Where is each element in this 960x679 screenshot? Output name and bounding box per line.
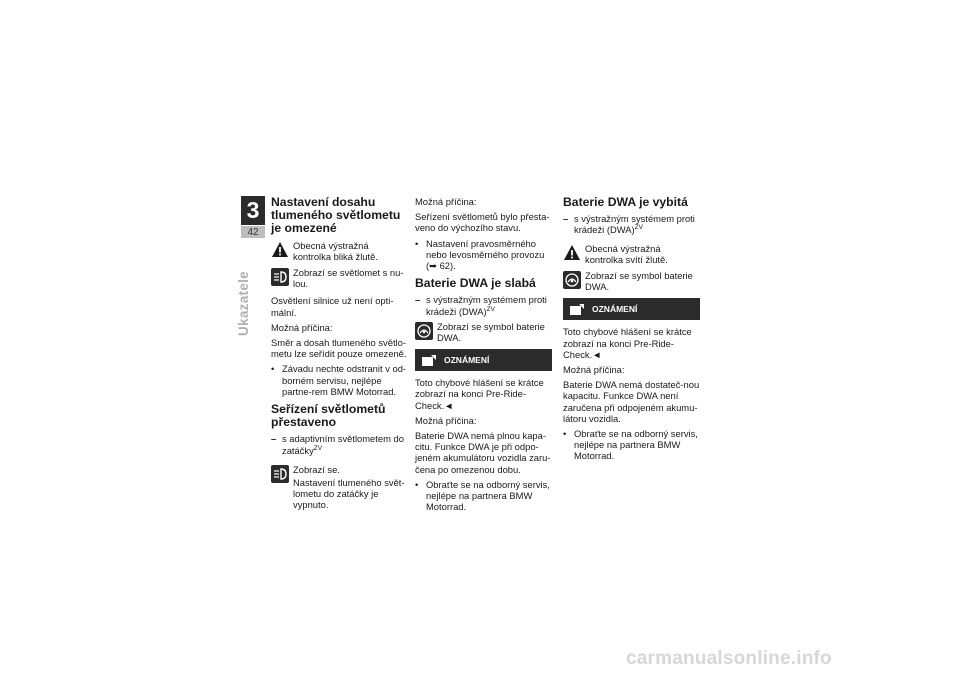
headlight-icon	[271, 465, 289, 483]
chapter-title-vertical: Ukazatele	[236, 271, 251, 336]
paragraph: Baterie DWA nemá plnou kapa-citu. Funkce DWA je při odpo-jeném akumulátoru vozidla zaru-čena po omezenou dobu.	[415, 430, 551, 475]
bullet-item: • Nastavení pravosměrného nebo levosměrného provozu (➥ 62).	[415, 238, 552, 272]
alarm-dwa-icon	[563, 271, 581, 289]
icon-row-headlight	[271, 267, 408, 289]
dash-text: s výstražným systémem proti krádeži (DWA)	[574, 213, 695, 236]
paragraph: Směr a dosah tlumeného světlo-metu lze seřídit pouze omezeně.	[271, 337, 407, 360]
icon-text: Obecná výstražná kontrolka bliká žlutě.	[293, 239, 378, 262]
optional-equipment-mark: ZV	[313, 444, 323, 452]
notice-label: OZNÁMENÍ	[592, 303, 638, 314]
column-3	[563, 196, 700, 466]
icon-text: Zobrazí se symbol baterie DWA.	[585, 270, 693, 293]
warning-triangle-icon	[563, 244, 581, 262]
notice-banner	[563, 298, 700, 320]
paragraph: Baterie DWA nemá dostateč-nou kapacitu. Funkce DWA není zaručena při odpojeném akumu-látoru vozidla.	[563, 379, 700, 424]
section-heading-dwa-empty: Baterie DWA je vybitá	[563, 195, 688, 209]
bullet-item: • Závadu nechte odstranit v od-borném servisu, nejlépe partne-rem BMW Motorrad.	[271, 363, 408, 397]
icon-text: Obecná výstražná kontrolka svítí žlutě.	[585, 242, 668, 265]
notice-banner	[415, 349, 552, 371]
cause-label: Možná příčina:	[271, 321, 333, 333]
section-heading-dwa-weak: Baterie DWA je slabá	[415, 276, 536, 291]
icon-text: Zobrazí se symbol baterie DWA.	[437, 320, 545, 344]
icon-row-alarm	[563, 270, 700, 292]
icon-text: Zobrazí se.	[293, 463, 340, 475]
icon-row-warning	[271, 240, 408, 262]
paragraph: Toto chybové hlášení se krátce zobrazí na konci Pre-Ride-Check.◄	[415, 377, 544, 411]
dash-text: s výstražným systémem proti krádeži (DWA)	[426, 294, 547, 317]
column-2	[415, 196, 552, 516]
dash-item	[415, 294, 552, 316]
paragraph: Seřízení světlometů bylo přesta-veno do výchozího stavu.	[415, 211, 550, 234]
optional-equipment-mark: ZV	[486, 305, 495, 313]
optional-equipment-mark: ZV	[634, 224, 643, 232]
chapter-tab: 3	[241, 196, 265, 225]
headlight-icon	[271, 268, 289, 286]
icon-row-warning	[563, 243, 700, 265]
bullet-item: • Obraťte se na odborný servis, nejlépe na partnera BMW Motorrad.	[563, 428, 700, 462]
icon-row-alarm	[415, 321, 552, 343]
watermark: carmanualsonline.info	[626, 648, 832, 669]
paragraph: Nastavení tlumeného svět-lometu do zatáčky je vypnuto.	[293, 476, 405, 511]
cause-label: Možná příčina:	[415, 414, 477, 426]
warning-triangle-icon	[271, 241, 289, 259]
paragraph: Osvětlení silnice už není opti-mální.	[271, 295, 394, 318]
page-number: 42	[241, 226, 265, 238]
column-1	[271, 196, 408, 514]
info-notice-icon	[569, 302, 585, 316]
dash-item	[271, 433, 408, 455]
icon-text: Zobrazí se světlomet s nu-lou.	[293, 267, 404, 290]
section-heading-headlight-range: Nastavení dosahu tlumeného světlometu je omezené	[271, 195, 401, 236]
dash-text: s adaptivním světlometem do zatáčky	[282, 433, 404, 456]
info-notice-icon	[421, 353, 437, 367]
cause-label: Možná příčina:	[563, 364, 625, 376]
dash-item	[563, 213, 700, 235]
cause-label: Možná příčina:	[415, 196, 477, 207]
paragraph: Toto chybové hlášení se krátce zobrazí na konci Pre-Ride-Check.◄	[563, 326, 692, 360]
section-heading-headlight-reset: Seřízení světlometů přestaveno	[271, 402, 386, 430]
notice-label: OZNÁMENÍ	[444, 354, 490, 365]
bullet-item: • Obraťte se na odborný servis, nejlépe na partnera BMW Motorrad.	[415, 479, 552, 513]
alarm-dwa-icon	[415, 322, 433, 340]
